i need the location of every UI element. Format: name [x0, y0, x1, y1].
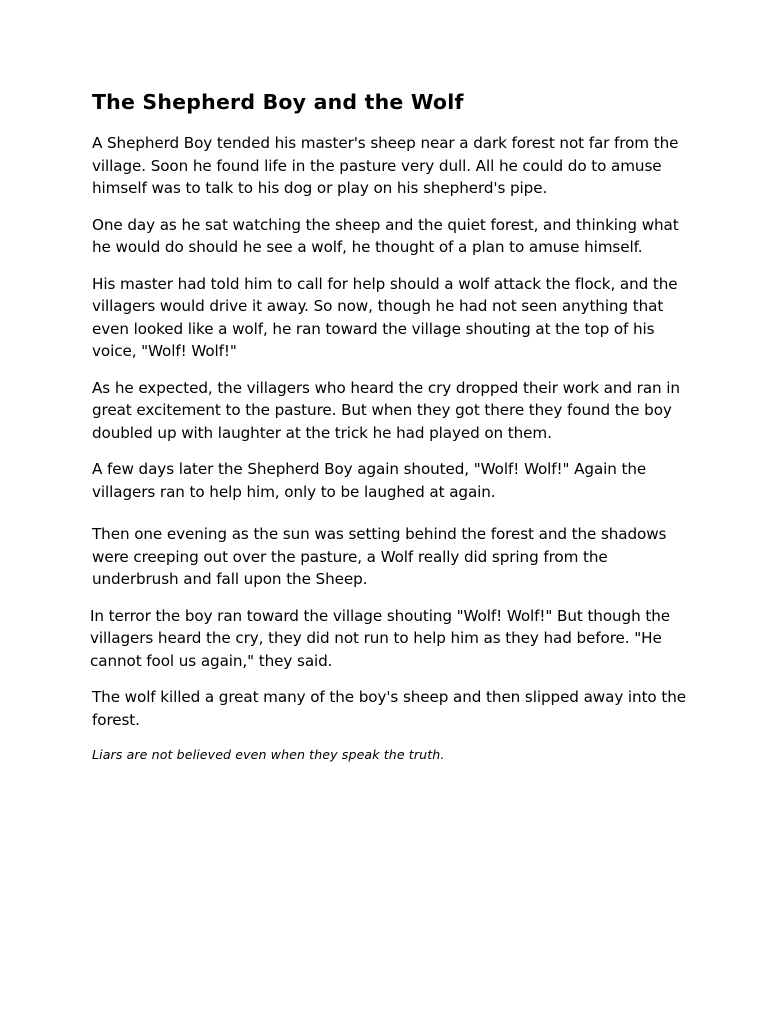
- paragraph-5: A few days later the Shepherd Boy again shouted, "Wolf! Wolf!" Again the villagers ran to help him, only to be laughed at again.: [92, 460, 647, 501]
- moral-text: Liars are not believed even when they speak the truth.: [92, 747, 445, 762]
- document-body: [92, 88, 690, 778]
- page-title: The Shepherd Boy and the Wolf: [92, 90, 464, 114]
- paragraph-7: In terror the boy ran toward the village shouting "Wolf! Wolf!" But though the villagers heard the cry, they did not run to help him as they had before. "He cannot fool us again," they said.: [90, 606, 670, 670]
- paragraph-4: As he expected, the villagers who heard the cry dropped their work and ran in great excitement to the pasture. But when they got there they found the boy doubled up with laughter at the trick he had played on them.: [92, 378, 680, 442]
- paragraph-1: A Shepherd Boy tended his master's sheep near a dark forest not far from the village. Soon he found life in the pasture very dull. All he could do to amuse himself was to talk to his dog or play on his shepherd's pipe.: [92, 134, 679, 197]
- paragraph-2: One day as he sat watching the sheep and the quiet forest, and thinking what he would do should he see a wolf, he thought of a plan to amuse himself.: [92, 215, 679, 256]
- paragraph-3: His master had told him to call for help should a wolf attack the flock, and the villagers would drive it away. So now, though he had not seen anything that even looked like a wolf, he ran toward the village shouting at the top of his voice, "Wolf! Wolf!": [92, 274, 678, 360]
- paragraph-8: The wolf killed a great many of the boy's sheep and then slipped away into the forest.: [92, 688, 686, 729]
- paragraph-6: Then one evening as the sun was setting behind the forest and the shadows were creeping out over the pasture, a Wolf really did spring from the underbrush and fall upon the Sheep.: [92, 525, 667, 588]
